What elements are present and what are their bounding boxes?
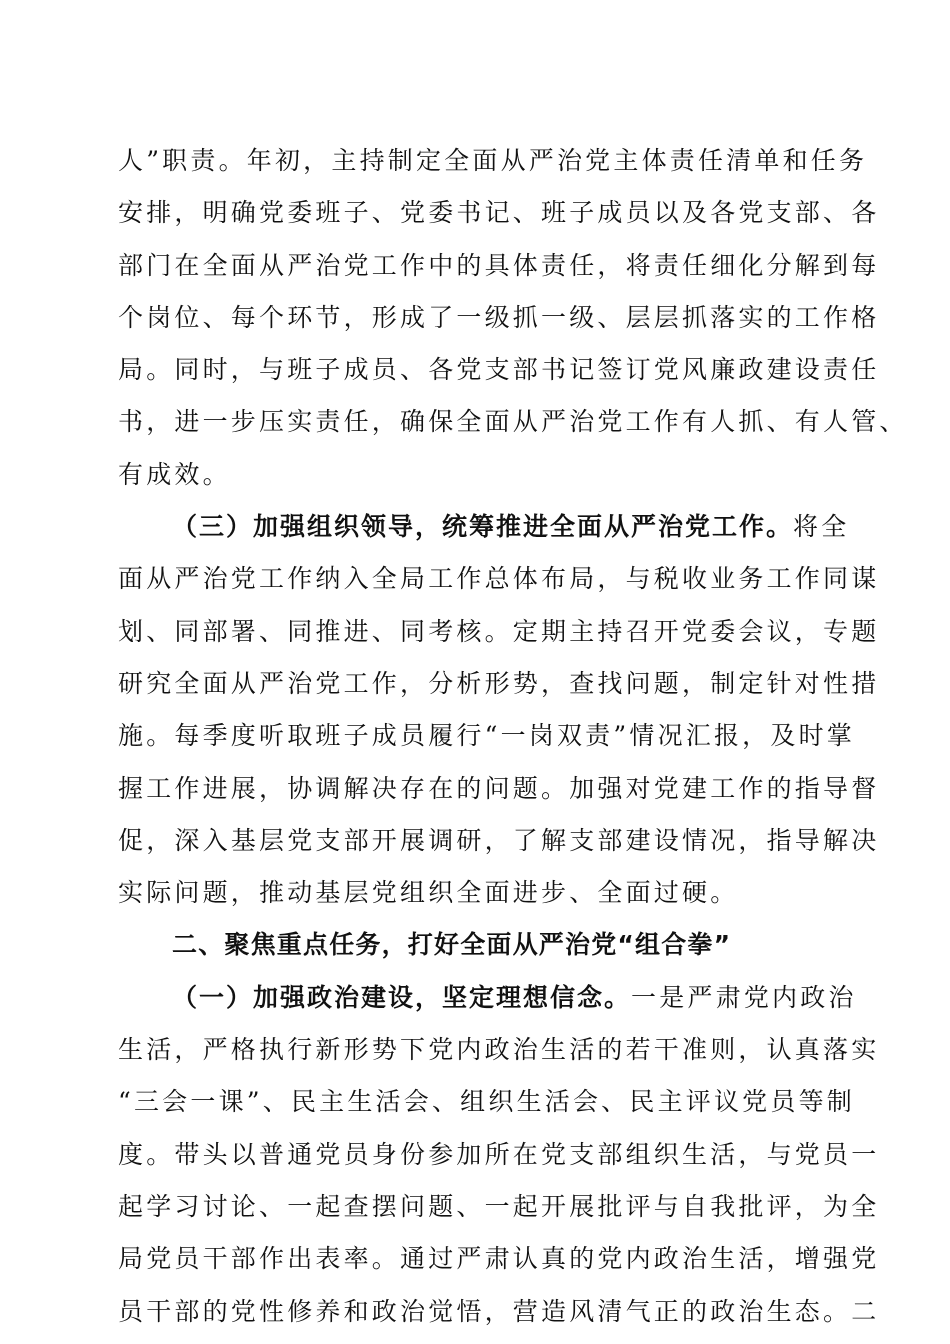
section-heading: 二、聚焦重点任务，打好全面从严治党“组合拳” bbox=[172, 930, 732, 960]
document-body bbox=[118, 135, 908, 1338]
text-line: 生活，严格执行新形势下党内政治生活的若干准则，认真落实 bbox=[118, 1035, 880, 1065]
paragraph-first-line bbox=[118, 501, 850, 553]
text-line: 促，深入基层党支部开展调研，了解支部建设情况，指导解决 bbox=[118, 825, 880, 855]
text-line: 部门在全面从严治党工作中的具体责任，将责任细化分解到每 bbox=[118, 250, 880, 280]
text-line: 个岗位、每个环节，形成了一级抓一级、层层抓落实的工作格 bbox=[118, 302, 880, 332]
text-run: 将全 bbox=[793, 512, 850, 542]
text-line: 书，进一步压实责任，确保全面从严治党工作有人抓、有人管、 bbox=[118, 407, 908, 437]
paragraph-1 bbox=[118, 135, 908, 501]
subheading-lead: （一）加强政治建设，坚定理想信念。 bbox=[172, 982, 632, 1012]
subheading-lead: （三）加强组织领导，统筹推进全面从严治党工作。 bbox=[172, 512, 794, 542]
paragraph-2 bbox=[118, 501, 880, 919]
text-line: 有成效。 bbox=[118, 459, 231, 489]
text-line: 员干部的党性修养和政治觉悟，营造风清气正的政治生态。二 bbox=[118, 1296, 880, 1326]
text-line: 起学习讨论、一起查摆问题、一起开展批评与自我批评，为全 bbox=[118, 1191, 880, 1221]
text-line: 施。每季度听取班子成员履行“一岗双责”情况汇报，及时掌 bbox=[118, 721, 855, 751]
text-line: 实际问题，推动基层党组织全面进步、全面过硬。 bbox=[118, 878, 739, 908]
text-line: 局党员干部作出表率。通过严肃认真的党内政治生活，增强党 bbox=[118, 1244, 880, 1274]
text-line: 局。同时，与班子成员、各党支部书记签订党风廉政建设责任 bbox=[118, 355, 880, 385]
text-line: 人”职责。年初，主持制定全面从严治党主体责任清单和任务 bbox=[118, 146, 868, 175]
text-run: 一是严肃党内政治 bbox=[631, 982, 857, 1012]
text-line: 度。带头以普通党员身份参加所在党支部组织生活，与党员一 bbox=[118, 1139, 880, 1169]
text-line: 研究全面从严治党工作，分析形势，查找问题，制定针对性措 bbox=[118, 668, 880, 698]
text-line: “三会一课”、民主生活会、组织生活会、民主评议党员等制 bbox=[118, 1087, 855, 1117]
text-line: 面从严治党工作纳入全局工作总体布局，与税收业务工作同谋 bbox=[118, 564, 880, 594]
paragraph-3 bbox=[118, 972, 880, 1338]
paragraph-first-line bbox=[118, 972, 857, 1024]
text-line: 握工作进展，协调解决存在的问题。加强对党建工作的指导督 bbox=[118, 773, 880, 803]
text-line: 划、同部署、同推进、同考核。定期主持召开党委会议，专题 bbox=[118, 616, 880, 646]
text-line: 安排，明确党委班子、党委书记、班子成员以及各党支部、各 bbox=[118, 198, 880, 228]
